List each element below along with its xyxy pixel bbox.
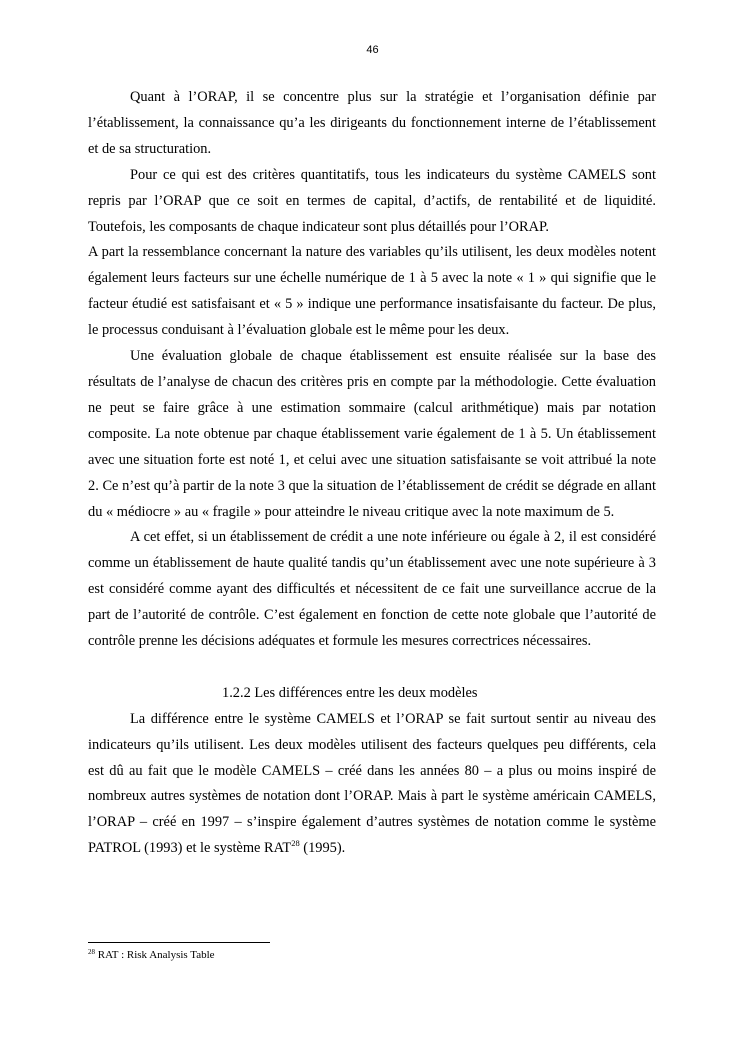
document-body [88, 85, 656, 862]
paragraph-quantitative-criteria: Pour ce qui est des critères quantitatifs, tous les indicateurs du système CAMELS sont repris par l’ORAP que ce soit en termes de capital, d’actifs, de rentabilité et de liquidité. Toutefois, les composants de chaque indicateur sont plus détaillés pour l’ORAP. [88, 166, 656, 235]
paragraph-rating-scale: A part la ressemblance concernant la nature des variables qu’ils utilisent, les deux modèles notent également leurs facteurs sur une échelle numérique de 1 à 5 avec la note « 1 » qui signifie que le facteur étudié est satisfaisant et « 5 » indique une performance insatisfaisante du facteur. De plus, le processus conduisant à l’évaluation globale est le même pour les deux. [88, 244, 656, 339]
section-heading: 1.2.2 Les différences entre les deux modèles [222, 684, 478, 701]
footnote [88, 948, 215, 962]
paragraph-text-end: (1995). [299, 840, 346, 857]
footnote-text: RAT : Risk Analysis Table [95, 949, 215, 961]
footnote-separator [88, 942, 270, 943]
paragraph-text-main: La différence entre le système CAMELS et l’ORAP se fait surtout sentir au niveau des indicateurs qu’ils utilisent. Les deux modèles utilisent des facteurs quelques peu différents, cela est dû au fait que le modèle CAMELS – créé dans les années 80 – a plus ou moins inspiré de nombreux autres systèmes de notation dont l’ORAP. Mais à part le système américain CAMELS, l’ORAP – créé en 1997 – s’inspire également d’autres systèmes de notation comme le système PATROL (1993) et le système RAT [88, 710, 656, 857]
paragraph-model-differences [88, 707, 656, 862]
paragraph-rating-consequences: A cet effet, si un établissement de crédit a une note inférieure ou égale à 2, il est considéré comme un établissement de haute qualité tandis qu’un établissement avec une note supérieure à 3 est considéré comme ayant des difficultés et nécessitent de ce fait une surveillance accrue de la part de l’autorité de contrôle. C’est également en fonction de cette note globale que l’autorité de contrôle prenne les décisions adéquates et formule les mesures correctrices nécessaires. [88, 529, 656, 650]
page-number: 46 [366, 44, 379, 56]
paragraph-orap-strategy: Quant à l’ORAP, il se concentre plus sur la stratégie et l’organisation définie par l’établissement, la connaissance qu’a les dirigeants du fonctionnement interne de l’établissement et de sa structuration. [88, 89, 656, 157]
paragraph-global-evaluation: Une évaluation globale de chaque établissement est ensuite réalisée sur la base des résultats de l’analyse de chacun des critères pris en compte par la méthodologie. Cette évaluation ne peut se faire grâce à une estimation sommaire (calcul arithmétique) mais par notation composite. La note obtenue par chaque établissement varie également de 1 à 5. Un établissement avec une situation forte est noté 1, et celui avec une situation satisfaisante se voit attribué la note 2. Ce n’est qu’à partir de la note 3 que la situation de l’établissement de crédit se dégrade en allant du « médiocre » au « fragile » pour atteindre le niveau critique avec la note maximum de 5. [88, 348, 656, 520]
footnote-reference: 28 [291, 838, 300, 849]
footnote-number: 28 [88, 948, 95, 956]
